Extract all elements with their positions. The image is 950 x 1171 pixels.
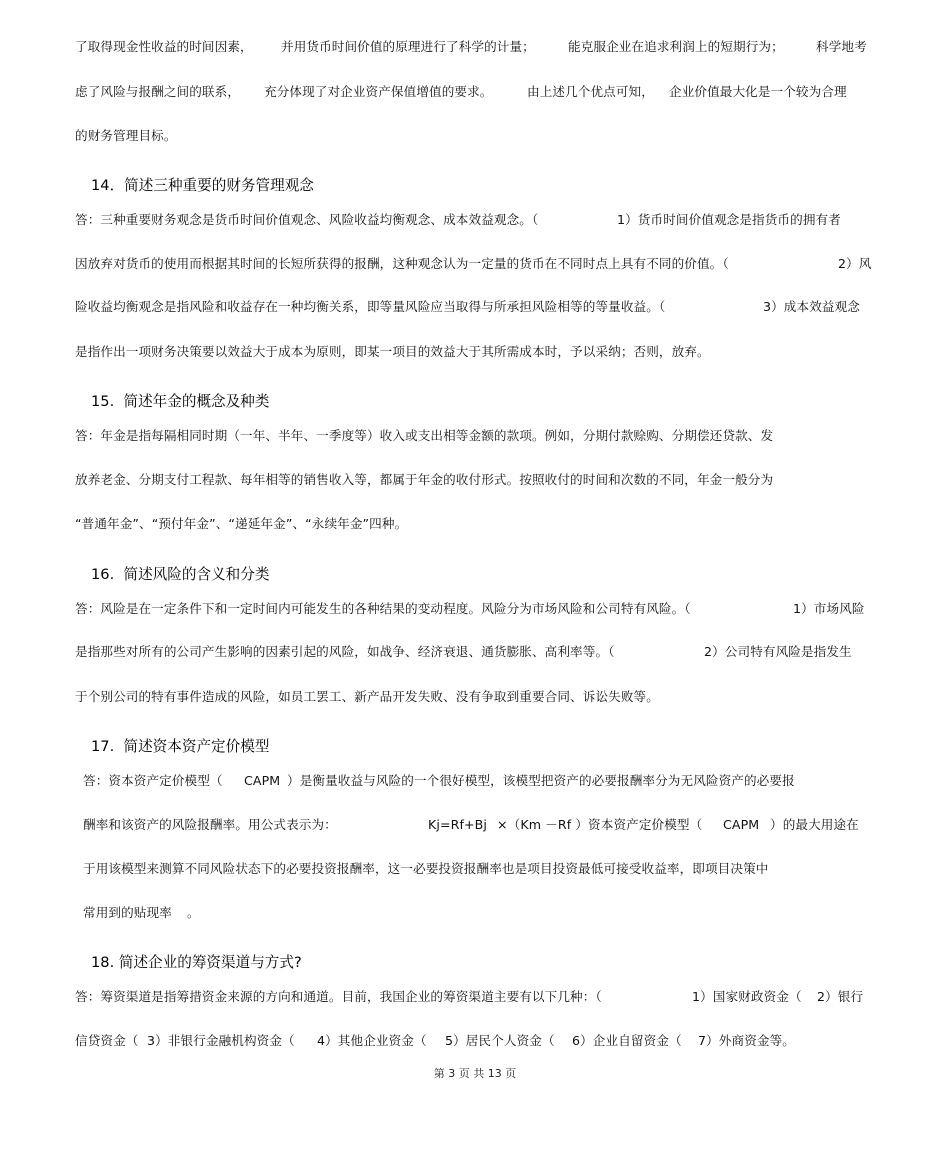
text-segment: 了取得现金性收益的时间因素，	[75, 39, 253, 54]
text-segment: Kj=Rf+Bj	[428, 817, 487, 832]
text-line	[0, 254, 950, 274]
text-segment: 因放弃对货币的使用而根据其时间的长短所获得的报酬，这种观念认为一定量的货币在不同时点上具有不同的价值。（	[75, 256, 729, 271]
text-line	[0, 426, 950, 446]
text-segment: 5）居民个人资金（	[445, 1033, 555, 1048]
text-segment: 是指作出一项财务决策要以效益大于成本为原则，即某一项目的效益大于其所需成本时，予以采纳；否则，放弃。	[75, 344, 710, 359]
text-segment: 1）市场风险	[793, 601, 865, 616]
text-segment: 的财务管理目标。	[75, 128, 177, 143]
text-segment: 2）银行	[817, 989, 864, 1004]
text-line	[0, 37, 950, 57]
text-segment: 6）企业自留资金（	[572, 1033, 682, 1048]
text-segment: 3）成本效益观念	[763, 299, 860, 314]
text-line	[0, 687, 950, 707]
text-segment: 信贷资金（	[75, 1033, 139, 1048]
text-segment: ）的最大用途在	[770, 817, 859, 832]
text-segment: 。	[187, 905, 200, 920]
text-line	[0, 297, 950, 317]
section-heading-16: 16. 简述风险的含义和分类	[91, 566, 270, 583]
text-line	[0, 599, 950, 619]
section-heading-17: 17. 简述资本资产定价模型	[91, 738, 270, 755]
text-line	[0, 82, 950, 102]
text-line	[0, 514, 950, 534]
text-segment: 是指那些对所有的公司产生影响的因素引起的风险，如战争、经济衰退、通货膨胀、高利率等。（	[75, 644, 615, 659]
text-line	[0, 342, 950, 362]
text-segment: 答：年金是指每隔相同时期（一年、半年、一季度等）收入或支出相等金额的款项。例如，分期付款赊购、分期偿还贷款、发	[75, 428, 774, 443]
section-heading-18: 18. 简述企业的筹资渠道与方式?	[91, 954, 302, 971]
text-segment: 由上述几个优点可知，	[527, 84, 654, 99]
text-segment: “普通年金”、“预付年金”、“递延年金”、“永续年金”四种。	[75, 516, 408, 531]
text-segment: 2）风	[838, 256, 872, 271]
text-segment: 充分体现了对企业资产保值增值的要求。	[264, 84, 493, 99]
text-segment: 答：资本资产定价模型（	[83, 773, 223, 788]
text-segment: 酬率和该资产的风险报酬率。用公式表示为：	[83, 817, 337, 832]
text-line	[0, 987, 950, 1007]
text-segment: ×（Km －Rf ）资本资产定价模型（	[497, 817, 703, 832]
text-segment: 于个别公司的特有事件造成的风险，如员工罢工、新产品开发失败、没有争取到重要合同、诉讼失败等。	[75, 689, 659, 704]
text-line	[0, 210, 950, 230]
text-segment: 于用该模型来测算不同风险状态下的必要投资报酬率，这一必要投资报酬率也是项目投资最低可接受收益率，即项目决策中	[83, 861, 769, 876]
text-line	[0, 859, 950, 879]
text-line	[0, 771, 950, 791]
text-segment: 7）外商资金等。	[698, 1033, 795, 1048]
text-segment: 4）其他企业资金（	[317, 1033, 427, 1048]
text-segment: 答：三种重要财务观念是货币时间价值观念、风险收益均衡观念、成本效益观念。（	[75, 212, 539, 227]
text-segment: 2）公司特有风险是指发生	[704, 644, 852, 659]
section-heading-15: 15. 简述年金的概念及种类	[91, 393, 270, 410]
text-segment: 企业价值最大化是一个较为合理	[669, 84, 847, 99]
text-segment: ）是衡量收益与风险的一个很好模型，该模型把资产的必要报酬率分为无风险资产的必要报	[287, 773, 795, 788]
text-segment: 放养老金、分期支付工程款、每年相等的销售收入等，都属于年金的收付形式。按照收付的时间和次数的不同，年金一般分为	[75, 472, 774, 487]
text-segment: CAPM	[723, 817, 760, 832]
text-segment: 并用货币时间价值的原理进行了科学的计量；	[281, 39, 535, 54]
text-segment: 能克服企业在追求利润上的短期行为；	[568, 39, 784, 54]
text-segment: 虑了风险与报酬之间的联系，	[75, 84, 241, 99]
text-line	[0, 1031, 950, 1051]
text-line	[0, 470, 950, 490]
text-segment: 答：筹资渠道是指筹措资金来源的方向和通道。目前，我国企业的筹资渠道主要有以下几种：（	[75, 989, 602, 1004]
text-segment: CAPM	[244, 773, 281, 788]
text-line	[0, 126, 950, 146]
section-heading-14: 14．简述三种重要的财务管理观念	[91, 177, 314, 194]
text-line	[0, 642, 950, 662]
text-line	[0, 815, 950, 835]
text-segment: 1）货币时间价值观念是指货币的拥有者	[617, 212, 841, 227]
text-segment: 常用到的贴现率	[83, 905, 172, 920]
text-segment: 险收益均衡观念是指风险和收益存在一种均衡关系，即等量风险应当取得与所承担风险相等的等量收益。（	[75, 299, 666, 314]
text-line	[0, 903, 950, 923]
text-segment: 答：风险是在一定条件下和一定时间内可能发生的各种结果的变动程度。风险分为市场风险和公司特有风险。（	[75, 601, 691, 616]
page-number: 第 3 页 共 13 页	[433, 1067, 517, 1080]
text-segment: 科学地考	[816, 39, 867, 54]
text-segment: 3）非银行金融机构资金（	[147, 1033, 295, 1048]
text-segment: 1）国家财政资金（	[692, 989, 802, 1004]
